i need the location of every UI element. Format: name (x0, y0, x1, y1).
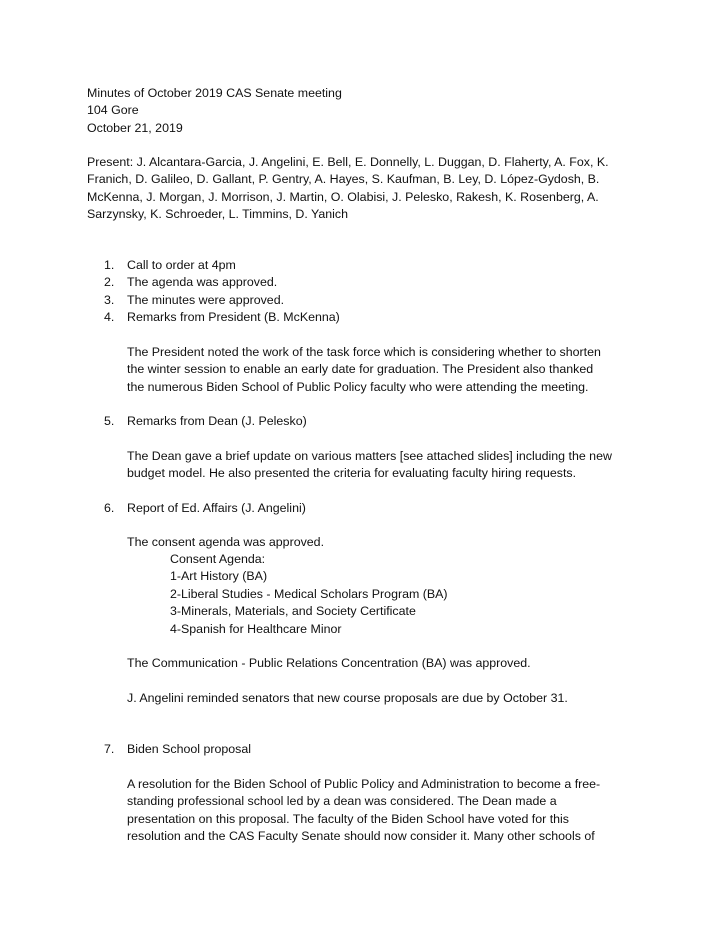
attendance-list (87, 154, 647, 224)
present-line: Sarzynsky, K. Schroeder, L. Timmins, D. Yanich (87, 207, 348, 222)
item-number: 2. (104, 275, 115, 289)
present-line: Franich, D. Galileo, D. Gallant, P. Gentry, A. Hayes, S. Kaufman, B. Ley, D. López-Gydosh, B. (87, 172, 600, 187)
paragraph-line: The President noted the work of the task force which is considering whether to shorten (127, 345, 601, 359)
paragraph-line: resolution and the CAS Faculty Senate should now consider it. Many other schools of (127, 829, 595, 844)
item-number: 7. (104, 742, 115, 756)
dean-remarks (127, 448, 647, 483)
item-number: 4. (104, 310, 115, 324)
present-line: McKenna, J. Morgan, J. Morrison, J. Martin, O. Olabisi, J. Pelesko, Rakesh, K. Rosenberg, A. (87, 189, 599, 204)
header (87, 85, 647, 137)
agenda-item-4 (104, 309, 340, 326)
president-remarks (127, 344, 647, 396)
communication-approval (127, 655, 647, 672)
consent-item: 3-Minerals, Materials, and Society Certificate (170, 604, 416, 619)
consent-approved (127, 534, 647, 551)
paragraph-line: presentation on this proposal. The faculty of the Biden School have voted for this (127, 811, 569, 826)
agenda-item-5 (104, 413, 307, 430)
meeting-room: 104 Gore (87, 103, 139, 118)
consent-heading: Consent Agenda: (170, 552, 266, 566)
item-text: Remarks from President (B. McKenna) (127, 310, 340, 324)
item-text: The minutes were approved. (127, 293, 285, 307)
paragraph-line: A resolution for the Biden School of Public Policy and Administration to become a free- (127, 777, 601, 791)
paragraph-line: budget model. He also presented the criteria for evaluating faculty hiring requests. (127, 466, 577, 481)
paragraph-line: The Dean gave a brief update on various matters [see attached slides] including the new (127, 449, 612, 463)
agenda-item-6 (104, 500, 306, 517)
item-number: 1. (104, 258, 115, 272)
course-proposal-reminder (127, 690, 647, 707)
consent-item: 1-Art History (BA) (170, 569, 268, 584)
consent-item: 4-Spanish for Healthcare Minor (170, 621, 342, 636)
item-number: 5. (104, 414, 115, 428)
paragraph-line: the numerous Biden School of Public Policy faculty who were attending the meeting. (127, 379, 589, 394)
agenda-item-2 (104, 274, 277, 291)
item-text: Call to order at 4pm (127, 258, 236, 272)
item-number: 6. (104, 501, 115, 515)
item-text: Remarks from Dean (J. Pelesko) (127, 414, 307, 428)
biden-proposal-paragraph (127, 776, 647, 846)
item-number: 3. (104, 293, 115, 307)
agenda-item-7 (104, 741, 251, 758)
paragraph-line: The Communication - Public Relations Concentration (BA) was approved. (127, 656, 531, 670)
document-title: Minutes of October 2019 CAS Senate meeting (87, 86, 342, 100)
paragraph-line: the winter session to enable an early date for graduation. The President also thanked (127, 362, 594, 377)
item-text: The agenda was approved. (127, 275, 278, 289)
item-text: Report of Ed. Affairs (J. Angelini) (127, 501, 306, 515)
paragraph-line: J. Angelini reminded senators that new course proposals are due by October 31. (127, 691, 568, 705)
consent-item: 2-Liberal Studies - Medical Scholars Program (BA) (170, 586, 448, 601)
consent-agenda (170, 551, 448, 638)
present-line: Present: J. Alcantara-Garcia, J. Angelini, E. Bell, E. Donnelly, L. Duggan, D. Flaherty, A. Fox, K. (87, 155, 609, 169)
agenda-item-3 (104, 292, 284, 309)
item-text: Biden School proposal (127, 742, 251, 756)
agenda-item-1 (104, 257, 236, 274)
meeting-date: October 21, 2019 (87, 120, 183, 135)
paragraph-line: The consent agenda was approved. (127, 535, 325, 549)
paragraph-line: standing professional school led by a dean was considered. The Dean made a (127, 794, 557, 809)
